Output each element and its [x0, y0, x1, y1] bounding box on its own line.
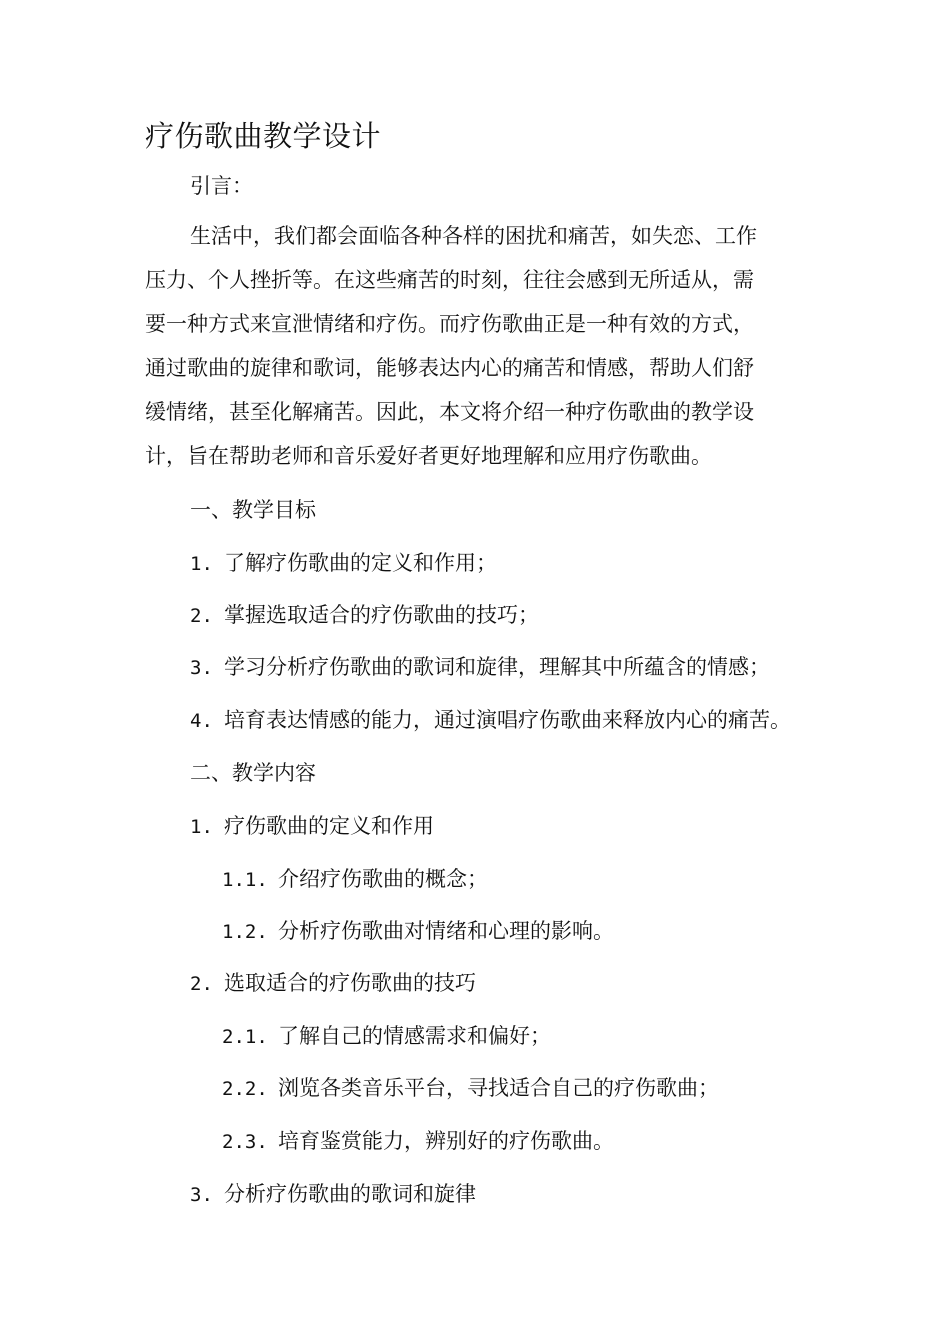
sub-list-item-text: 浏览各类音乐平台，寻找适合自己的疗伤歌曲；: [278, 1076, 719, 1100]
list-item-text: 了解疗伤歌曲的定义和作用；: [224, 551, 497, 575]
sub-list-item-number: 2.3.: [222, 1131, 268, 1153]
sub-list-item: [222, 864, 488, 895]
sub-list-item: [222, 1021, 551, 1052]
list-item: [190, 548, 497, 579]
list-item-number: 2.: [190, 605, 213, 627]
list-item-text: 掌握选取适合的疗伤歌曲的技巧；: [224, 603, 539, 627]
sub-list-item-text: 介绍疗伤歌曲的概念；: [278, 867, 488, 891]
list-item-number: 1.: [190, 553, 213, 575]
sub-list-item: [222, 916, 614, 947]
list-item-number: 3.: [190, 657, 213, 679]
sub-list-item-number: 1.1.: [222, 869, 268, 891]
list-item: [190, 705, 791, 736]
section1-heading: 一、教学目标: [190, 498, 316, 522]
list-item: [190, 968, 476, 999]
list-item-text: 疗伤歌曲的定义和作用: [224, 814, 434, 838]
sub-list-item: [222, 1126, 614, 1157]
list-item-text: 选取适合的疗伤歌曲的技巧: [224, 971, 476, 995]
intro-line-4: 通过歌曲的旋律和歌词，能够表达内心的痛苦和情感，帮助人们舒: [145, 356, 754, 380]
list-item-text: 培育表达情感的能力，通过演唱疗伤歌曲来释放内心的痛苦。: [224, 708, 791, 732]
document-title: 疗伤歌曲教学设计: [145, 119, 382, 153]
sub-list-item-text: 培育鉴赏能力，辨别好的疗伤歌曲。: [278, 1129, 614, 1153]
sub-list-item-number: 2.2.: [222, 1078, 268, 1100]
list-item: [190, 811, 434, 842]
list-item: [190, 1179, 476, 1210]
intro-heading: 引言：: [190, 174, 253, 198]
section2-heading: 二、教学内容: [190, 761, 316, 785]
list-item-number: 2.: [190, 973, 213, 995]
sub-list-item-number: 2.1.: [222, 1026, 268, 1048]
list-item-number: 4.: [190, 710, 213, 732]
intro-line-1: 生活中，我们都会面临各种各样的困扰和痛苦，如失恋、工作: [190, 224, 757, 248]
list-item-text: 学习分析疗伤歌曲的歌词和旋律，理解其中所蕴含的情感；: [224, 655, 770, 679]
intro-line-6: 计，旨在帮助老师和音乐爱好者更好地理解和应用疗伤歌曲。: [145, 444, 712, 468]
sub-list-item-number: 1.2.: [222, 921, 268, 943]
list-item: [190, 652, 770, 683]
sub-list-item-text: 了解自己的情感需求和偏好；: [278, 1024, 551, 1048]
list-item-number: 3.: [190, 1184, 213, 1206]
sub-list-item: [222, 1073, 719, 1104]
intro-line-5: 缓情绪，甚至化解痛苦。因此，本文将介绍一种疗伤歌曲的教学设: [145, 400, 754, 424]
sub-list-item-text: 分析疗伤歌曲对情绪和心理的影响。: [278, 919, 614, 943]
intro-line-3: 要一种方式来宣泄情绪和疗伤。而疗伤歌曲正是一种有效的方式，: [145, 312, 754, 336]
intro-line-2: 压力、个人挫折等。在这些痛苦的时刻，往往会感到无所适从，需: [145, 268, 754, 292]
list-item: [190, 600, 539, 631]
list-item-number: 1.: [190, 816, 213, 838]
list-item-text: 分析疗伤歌曲的歌词和旋律: [224, 1182, 476, 1206]
